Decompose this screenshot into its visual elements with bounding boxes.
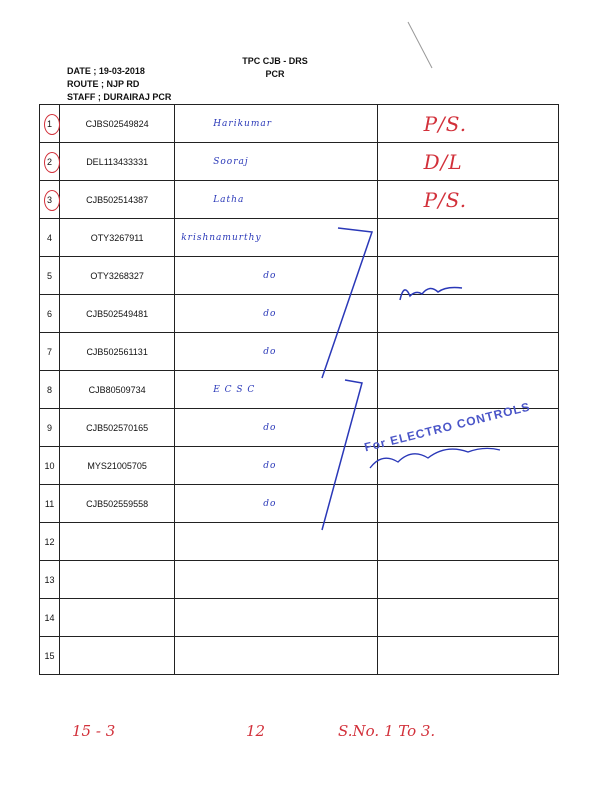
serial-number — [40, 219, 60, 257]
serial-number — [40, 409, 60, 447]
delivery-remark — [377, 447, 558, 485]
sheet-subtitle: PCR — [265, 69, 285, 79]
receiver-name: do — [175, 257, 377, 295]
receiver-name: do — [175, 485, 377, 523]
receiver-name: krishnamurthy — [175, 219, 377, 257]
serial-number — [40, 181, 60, 219]
delivery-remark — [377, 523, 558, 561]
serial-number — [40, 637, 60, 675]
delivery-remark — [377, 371, 558, 409]
table-row — [40, 447, 559, 485]
receiver-name: do — [175, 447, 377, 485]
receiver-name: Sooraj — [175, 143, 377, 181]
pen-stroke-top — [408, 22, 432, 68]
serial-number-text: 15 — [44, 650, 55, 661]
consignment-number: OTY3267911 — [60, 219, 175, 257]
serial-number-text: 11 — [44, 498, 55, 509]
delivery-remark — [377, 637, 558, 675]
receiver-name — [175, 523, 377, 561]
consignment-number — [60, 637, 175, 675]
delivery-remark: P/S. — [377, 181, 558, 219]
table-row — [40, 523, 559, 561]
serial-number — [40, 333, 60, 371]
receiver-name — [175, 599, 377, 637]
serial-number — [40, 143, 60, 181]
consignment-number: CJB80509734 — [60, 371, 175, 409]
table-row — [40, 333, 559, 371]
sheet-meta — [67, 65, 171, 104]
consignment-number: CJBS02549824 — [60, 105, 175, 143]
table-row — [40, 637, 559, 675]
table-row — [40, 371, 559, 409]
table-row — [40, 181, 559, 219]
serial-number — [40, 105, 60, 143]
serial-number-text: 6 — [47, 308, 53, 319]
delivery-remark — [377, 485, 558, 523]
receiver-name: do — [175, 333, 377, 371]
consignment-number — [60, 523, 175, 561]
consignment-number — [60, 561, 175, 599]
footer-note-left: 15 - 3 — [72, 722, 116, 740]
serial-number-text: 14 — [44, 612, 55, 623]
consignment-number: CJB502559558 — [60, 485, 175, 523]
consignment-number: CJB502514387 — [60, 181, 175, 219]
serial-number — [40, 599, 60, 637]
serial-number-text: 2 — [47, 156, 53, 167]
footer-note-middle: 12 — [246, 722, 266, 740]
table-row — [40, 219, 559, 257]
delivery-remark: P/S. — [377, 105, 558, 143]
consignment-number: MYS21005705 — [60, 447, 175, 485]
delivery-remark — [377, 257, 558, 295]
table-row — [40, 485, 559, 523]
consignment-number: DEL113433331 — [60, 143, 175, 181]
serial-number — [40, 523, 60, 561]
consignment-number: CJB502570165 — [60, 409, 175, 447]
sheet-title-block — [240, 55, 310, 81]
serial-number — [40, 485, 60, 523]
delivery-remark — [377, 561, 558, 599]
delivery-table — [39, 104, 559, 675]
table-row — [40, 105, 559, 143]
receiver-name: do — [175, 295, 377, 333]
table-row — [40, 561, 559, 599]
receiver-name: Harikumar — [175, 105, 377, 143]
delivery-remark — [377, 219, 558, 257]
delivery-remark — [377, 599, 558, 637]
table-row — [40, 599, 559, 637]
serial-number-text: 13 — [44, 574, 55, 585]
serial-number — [40, 371, 60, 409]
serial-number-text: 9 — [47, 422, 53, 433]
staff-line: STAFF ; DURAIRAJ PCR — [67, 92, 172, 102]
date-line: DATE ; 19-03-2018 — [67, 66, 145, 76]
receiver-name — [175, 637, 377, 675]
serial-number — [40, 295, 60, 333]
receiver-name: do — [175, 409, 377, 447]
serial-number-text: 1 — [47, 118, 53, 129]
serial-number-text: 10 — [44, 460, 55, 471]
consignment-number — [60, 599, 175, 637]
receiver-name: E C S C — [175, 371, 377, 409]
serial-number-text: 3 — [47, 194, 53, 205]
serial-number-text: 4 — [47, 232, 53, 243]
table-row — [40, 257, 559, 295]
serial-number-text: 8 — [47, 384, 53, 395]
consignment-number: CJB502561131 — [60, 333, 175, 371]
receiver-name — [175, 561, 377, 599]
delivery-remark — [377, 295, 558, 333]
serial-number-text: 5 — [47, 270, 53, 281]
serial-number-text: 12 — [44, 536, 55, 547]
delivery-remark — [377, 333, 558, 371]
delivery-remark: D/L — [377, 143, 558, 181]
table-row — [40, 143, 559, 181]
consignment-number: OTY3268327 — [60, 257, 175, 295]
receiver-name: Latha — [175, 181, 377, 219]
consignment-number: CJB502549481 — [60, 295, 175, 333]
serial-number — [40, 561, 60, 599]
route-line: ROUTE ; NJP RD — [67, 79, 140, 89]
serial-number — [40, 257, 60, 295]
sheet-title: TPC CJB - DRS — [242, 56, 308, 66]
serial-number-text: 7 — [47, 346, 53, 357]
serial-number — [40, 447, 60, 485]
table-row — [40, 295, 559, 333]
footer-note-right: S.No. 1 To 3. — [338, 722, 436, 740]
company-stamp: For ELECTRO CONTROLS — [362, 399, 532, 455]
